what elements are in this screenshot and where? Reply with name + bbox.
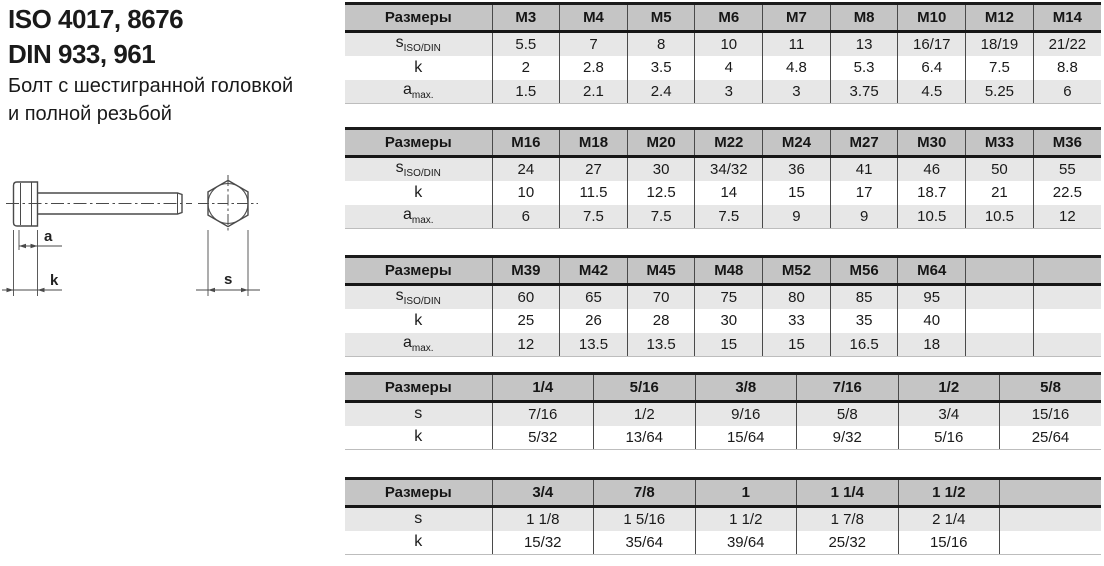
- value-cell: 22.5: [1033, 181, 1101, 205]
- column-header: M27: [830, 129, 898, 157]
- row-label: [345, 426, 492, 450]
- value-cell: 16.5: [830, 333, 898, 357]
- column-header: 1: [695, 479, 797, 507]
- value-cell: 2.1: [560, 80, 628, 104]
- value-cell: 5/32: [492, 426, 594, 450]
- value-cell: 21/22: [1033, 32, 1101, 56]
- size-table-3: [345, 255, 1101, 357]
- value-cell: 5/16: [898, 426, 1000, 450]
- table-row: [345, 285, 1101, 309]
- value-cell: 3: [695, 80, 763, 104]
- value-cell: 21: [966, 181, 1034, 205]
- value-cell: 36: [763, 157, 831, 181]
- value-cell: 35/64: [594, 531, 696, 555]
- table-header-label: Размеры: [345, 374, 492, 402]
- value-cell: 14: [695, 181, 763, 205]
- value-cell: 1 1/2: [695, 507, 797, 531]
- header-row: [345, 4, 1101, 32]
- value-cell: 55: [1033, 157, 1101, 181]
- value-cell: 3: [763, 80, 831, 104]
- value-cell: 2: [492, 56, 560, 80]
- column-header: 3/8: [695, 374, 797, 402]
- value-cell: 1/2: [594, 402, 696, 426]
- product-description-line1: Болт с шестигранной головкой: [8, 75, 294, 97]
- table-row: [345, 531, 1101, 555]
- column-header: M36: [1033, 129, 1101, 157]
- value-cell: 5.25: [966, 80, 1034, 104]
- value-cell: 15/16: [1000, 402, 1102, 426]
- dim-label-k: k: [50, 272, 59, 289]
- arrowhead: [208, 288, 215, 292]
- row-label-subscript: max.: [411, 343, 434, 355]
- table-header-label: Размеры: [345, 129, 492, 157]
- value-cell: 70: [627, 285, 695, 309]
- value-cell: 39/64: [695, 531, 797, 555]
- value-cell: 10: [695, 32, 763, 56]
- row-label-subscript: ISO/DIN: [403, 168, 441, 180]
- column-header: M22: [695, 129, 763, 157]
- column-header: M56: [830, 257, 898, 285]
- row-label-symbol: s: [395, 287, 404, 305]
- table-row: [345, 80, 1101, 104]
- value-cell: 15/64: [695, 426, 797, 450]
- table-row: [345, 205, 1101, 229]
- value-cell: 18/19: [966, 32, 1034, 56]
- row-label-symbol: a: [402, 334, 412, 352]
- standard-iso-title: ISO 4017, 8676: [8, 4, 184, 34]
- column-header: [1033, 257, 1101, 285]
- value-cell: [966, 309, 1034, 333]
- value-cell: 11.5: [560, 181, 628, 205]
- column-header: M6: [695, 4, 763, 32]
- row-label-subscript: ISO/DIN: [403, 43, 441, 55]
- value-cell: 7: [560, 32, 628, 56]
- value-cell: 75: [695, 285, 763, 309]
- column-header: M5: [627, 4, 695, 32]
- column-header: M42: [560, 257, 628, 285]
- standard-din-title: DIN 933, 961: [8, 39, 156, 69]
- row-label: [345, 531, 492, 555]
- value-cell: 12: [492, 333, 560, 357]
- column-header: M48: [695, 257, 763, 285]
- value-cell: 33: [763, 309, 831, 333]
- column-header: M4: [560, 4, 628, 32]
- value-cell: 9: [763, 205, 831, 229]
- size-table-4: [345, 372, 1101, 450]
- header-row: [345, 479, 1101, 507]
- value-cell: 5/8: [797, 402, 899, 426]
- value-cell: [1000, 531, 1102, 555]
- bolt-side-view: [2, 182, 192, 296]
- value-cell: 18.7: [898, 181, 966, 205]
- value-cell: 10: [492, 181, 560, 205]
- row-label-symbol: a: [402, 81, 412, 99]
- value-cell: [1033, 333, 1101, 357]
- dimension-extension-lines: [14, 230, 38, 296]
- arrowhead: [38, 288, 45, 292]
- value-cell: 6.4: [898, 56, 966, 80]
- size-table-2: [345, 127, 1101, 229]
- column-header: 7/8: [594, 479, 696, 507]
- column-header: 1 1/4: [797, 479, 899, 507]
- value-cell: 26: [560, 309, 628, 333]
- row-label-subscript: max.: [411, 90, 434, 102]
- value-cell: 28: [627, 309, 695, 333]
- value-cell: 4.5: [898, 80, 966, 104]
- value-cell: 24: [492, 157, 560, 181]
- column-header: M7: [763, 4, 831, 32]
- value-cell: 7.5: [966, 56, 1034, 80]
- row-label-symbol: k: [414, 58, 423, 76]
- value-cell: 12: [1033, 205, 1101, 229]
- header-row: [345, 257, 1101, 285]
- value-cell: 6: [1033, 80, 1101, 104]
- row-label-symbol: k: [414, 533, 423, 551]
- value-cell: 40: [898, 309, 966, 333]
- row-label: [345, 507, 492, 531]
- row-label: [345, 32, 492, 56]
- column-header: 1/2: [898, 374, 1000, 402]
- table-row: [345, 32, 1101, 56]
- table-row: [345, 507, 1101, 531]
- dim-label-a: a: [44, 228, 53, 245]
- value-cell: 95: [898, 285, 966, 309]
- column-header: [1000, 479, 1102, 507]
- row-label: [345, 80, 492, 104]
- row-label: [345, 56, 492, 80]
- size-tables: [345, 0, 1101, 566]
- column-header: M39: [492, 257, 560, 285]
- table-row: [345, 157, 1101, 181]
- row-label: [345, 205, 492, 229]
- value-cell: 8: [627, 32, 695, 56]
- value-cell: 7.5: [627, 205, 695, 229]
- value-cell: 6: [492, 205, 560, 229]
- column-header: M24: [763, 129, 831, 157]
- value-cell: 3/4: [898, 402, 1000, 426]
- arrowhead: [31, 244, 38, 248]
- table-row: [345, 333, 1101, 357]
- column-header: M16: [492, 129, 560, 157]
- arrowhead: [7, 288, 14, 292]
- value-cell: [1033, 285, 1101, 309]
- table-row: [345, 309, 1101, 333]
- value-cell: 3.5: [627, 56, 695, 80]
- header-row: [345, 129, 1101, 157]
- row-label-symbol: k: [414, 428, 423, 446]
- value-cell: 15: [763, 181, 831, 205]
- table-header-label: Размеры: [345, 479, 492, 507]
- row-label: [345, 181, 492, 205]
- column-header: M12: [966, 4, 1034, 32]
- row-label-symbol: s: [414, 405, 423, 423]
- column-header: M8: [830, 4, 898, 32]
- value-cell: 25: [492, 309, 560, 333]
- value-cell: 8.8: [1033, 56, 1101, 80]
- size-table-1: [345, 2, 1101, 104]
- arrowhead: [241, 288, 248, 292]
- column-header: 3/4: [492, 479, 594, 507]
- column-header: 1 1/2: [898, 479, 1000, 507]
- row-label: [345, 333, 492, 357]
- row-label: [345, 285, 492, 309]
- value-cell: 30: [627, 157, 695, 181]
- value-cell: 7.5: [560, 205, 628, 229]
- value-cell: 1.5: [492, 80, 560, 104]
- column-header: M14: [1033, 4, 1101, 32]
- row-label: [345, 402, 492, 426]
- column-header: M45: [627, 257, 695, 285]
- value-cell: 50: [966, 157, 1034, 181]
- value-cell: 35: [830, 309, 898, 333]
- value-cell: 2.4: [627, 80, 695, 104]
- dimension-arrows-side: [7, 244, 45, 292]
- value-cell: 13: [830, 32, 898, 56]
- value-cell: 16/17: [898, 32, 966, 56]
- value-cell: 41: [830, 157, 898, 181]
- value-cell: 25/64: [1000, 426, 1102, 450]
- row-label-symbol: s: [414, 510, 423, 528]
- value-cell: 13.5: [560, 333, 628, 357]
- value-cell: 65: [560, 285, 628, 309]
- value-cell: [1033, 309, 1101, 333]
- title-block: [8, 2, 293, 128]
- value-cell: [966, 333, 1034, 357]
- column-header: M33: [966, 129, 1034, 157]
- table-header-label: Размеры: [345, 257, 492, 285]
- value-cell: 4.8: [763, 56, 831, 80]
- value-cell: 34/32: [695, 157, 763, 181]
- value-cell: 9/32: [797, 426, 899, 450]
- value-cell: 10.5: [966, 205, 1034, 229]
- value-cell: 3.75: [830, 80, 898, 104]
- value-cell: 1 5/16: [594, 507, 696, 531]
- crosshair-centerlines: [198, 175, 258, 232]
- value-cell: 9/16: [695, 402, 797, 426]
- row-label: [345, 309, 492, 333]
- row-label-symbol: k: [414, 183, 423, 201]
- value-cell: 85: [830, 285, 898, 309]
- column-header: M52: [763, 257, 831, 285]
- column-header: 1/4: [492, 374, 594, 402]
- value-cell: 80: [763, 285, 831, 309]
- table-row: [345, 426, 1101, 450]
- table-header-label: Размеры: [345, 4, 492, 32]
- value-cell: 15: [695, 333, 763, 357]
- row-label-subscript: max.: [411, 215, 434, 227]
- value-cell: 7/16: [492, 402, 594, 426]
- value-cell: 2.8: [560, 56, 628, 80]
- value-cell: 30: [695, 309, 763, 333]
- dim-label-s: s: [224, 271, 233, 288]
- value-cell: 9: [830, 205, 898, 229]
- product-description-line2: и полной резьбой: [8, 103, 172, 125]
- value-cell: 5.3: [830, 56, 898, 80]
- value-cell: 46: [898, 157, 966, 181]
- row-label-subscript: ISO/DIN: [403, 296, 441, 308]
- bolt-technical-drawing: [0, 170, 300, 360]
- row-label-symbol: s: [395, 34, 404, 52]
- value-cell: 15/32: [492, 531, 594, 555]
- row-label: [345, 157, 492, 181]
- value-cell: 12.5: [627, 181, 695, 205]
- value-cell: 13/64: [594, 426, 696, 450]
- value-cell: 13.5: [627, 333, 695, 357]
- value-cell: 10.5: [898, 205, 966, 229]
- value-cell: 17: [830, 181, 898, 205]
- value-cell: [1000, 507, 1102, 531]
- table-row: [345, 56, 1101, 80]
- value-cell: 27: [560, 157, 628, 181]
- value-cell: 2 1/4: [898, 507, 1000, 531]
- value-cell: 7.5: [695, 205, 763, 229]
- value-cell: 5.5: [492, 32, 560, 56]
- column-header: [966, 257, 1034, 285]
- value-cell: 11: [763, 32, 831, 56]
- row-label-symbol: k: [414, 311, 423, 329]
- column-header: M18: [560, 129, 628, 157]
- table-row: [345, 181, 1101, 205]
- column-header: M20: [627, 129, 695, 157]
- value-cell: 15: [763, 333, 831, 357]
- column-header: M3: [492, 4, 560, 32]
- value-cell: [966, 285, 1034, 309]
- column-header: M64: [898, 257, 966, 285]
- value-cell: 4: [695, 56, 763, 80]
- value-cell: 25/32: [797, 531, 899, 555]
- column-header: M30: [898, 129, 966, 157]
- size-table-5: [345, 477, 1101, 555]
- value-cell: 1 7/8: [797, 507, 899, 531]
- column-header: 5/8: [1000, 374, 1102, 402]
- value-cell: 60: [492, 285, 560, 309]
- table-row: [345, 402, 1101, 426]
- arrowhead: [19, 244, 26, 248]
- column-header: 7/16: [797, 374, 899, 402]
- header-row: [345, 374, 1101, 402]
- column-header: 5/16: [594, 374, 696, 402]
- row-label-symbol: a: [402, 206, 412, 224]
- value-cell: 18: [898, 333, 966, 357]
- row-label-symbol: s: [395, 159, 404, 177]
- value-cell: 1 1/8: [492, 507, 594, 531]
- value-cell: 15/16: [898, 531, 1000, 555]
- column-header: M10: [898, 4, 966, 32]
